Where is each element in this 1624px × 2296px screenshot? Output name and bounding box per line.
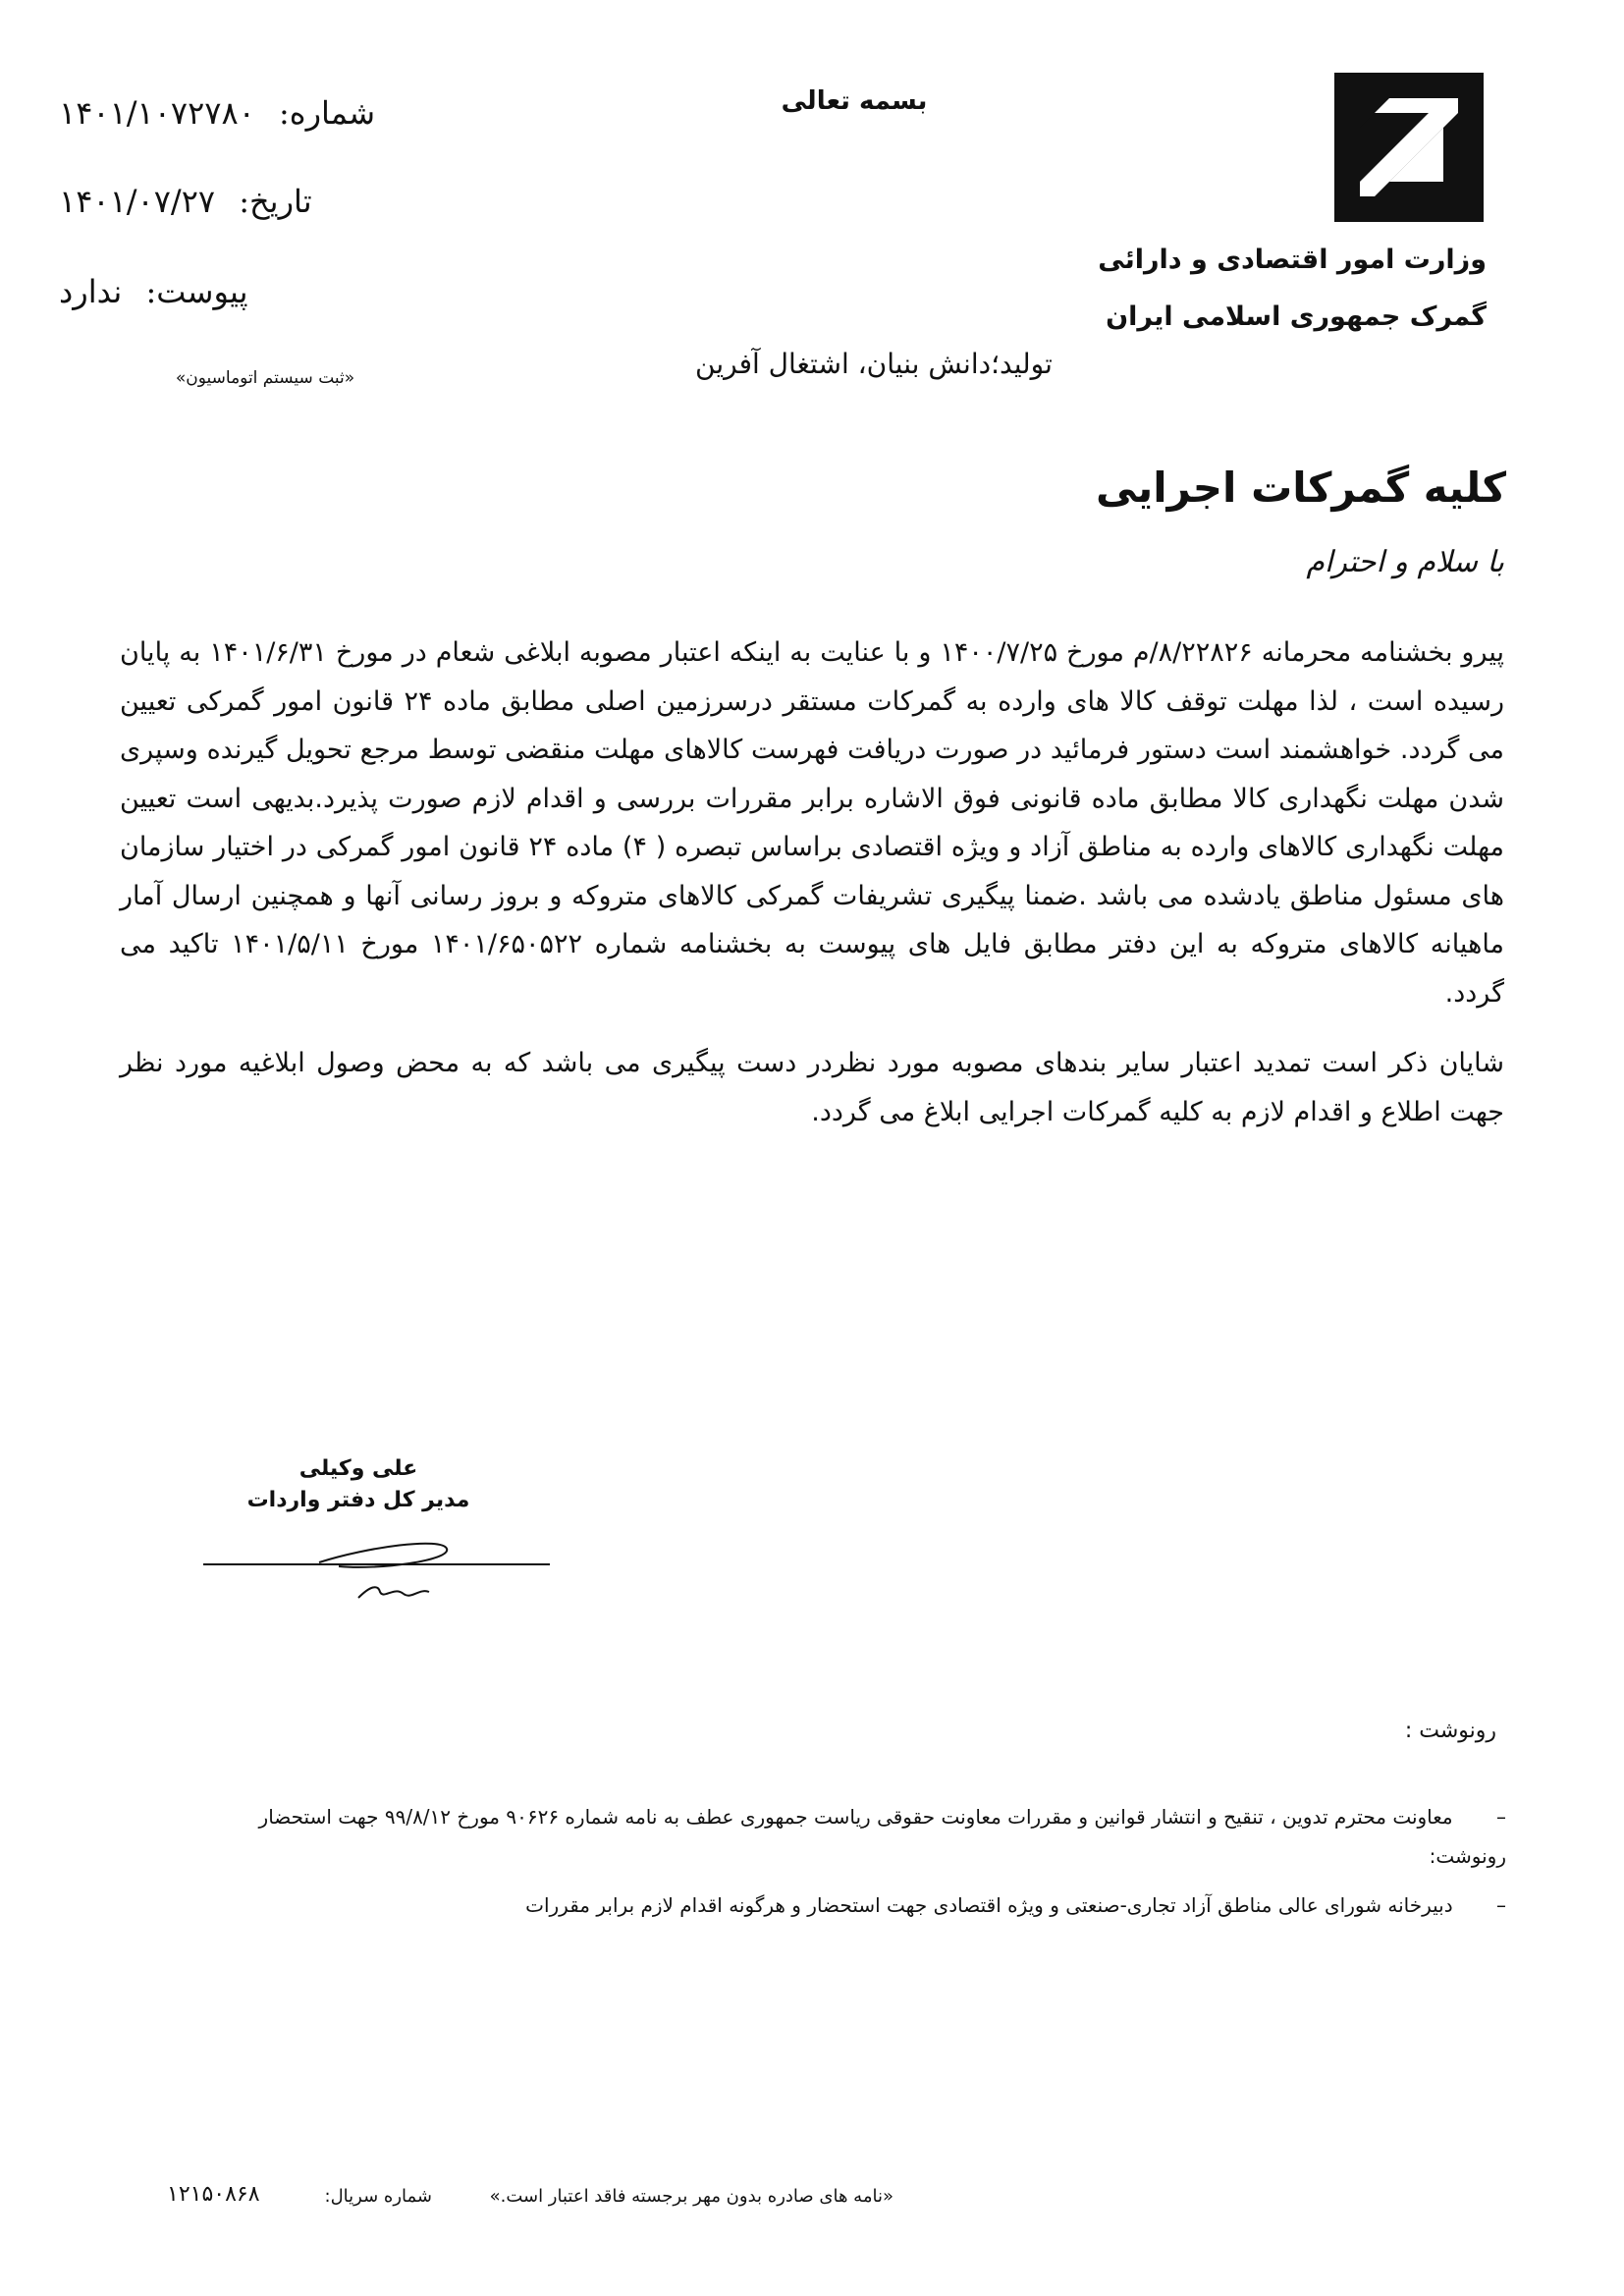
- letter-date-value: ۱۴۰۱/۰۷/۲۷: [59, 183, 216, 220]
- cc-item-1-tail: رونوشت:: [1429, 1844, 1506, 1868]
- cc-item-1: [132, 1797, 1506, 1876]
- signer-name: علی وکیلی: [298, 1456, 418, 1481]
- cc-title: رونوشت :: [1404, 1719, 1496, 1743]
- bismillah-heading: بسمه تعالی: [781, 86, 928, 116]
- footer-serial-label: شماره سریال:: [324, 2186, 432, 2207]
- body-paragraph-2: شایان ذکر است تمدید اعتبار سایر بندهای مصوبه مورد نظردر دست پیگیری می باشد که به محض وصول ابلاغیه مورد نظر جهت اطلاع و اقدام لازم به کلیه گمرکات اجرایی ابلاغ می گردد.: [120, 1048, 1504, 1127]
- letter-attachment-label: پیوست:: [145, 273, 248, 310]
- footer-validity-note: «نامه های صادره بدون مهر برجسته فاقد اعتبار است.»: [489, 2186, 893, 2207]
- letter-attachment-value: ندارد: [59, 273, 123, 310]
- cc-item-2: [132, 1886, 1506, 1925]
- cc-bullet-2: –: [1496, 1893, 1506, 1917]
- letter-date: [59, 183, 412, 220]
- letter-attachment: [59, 273, 412, 310]
- automation-note: «ثبت سیستم اتوماسیون»: [175, 368, 355, 388]
- letter-body: [120, 629, 1504, 1136]
- letter-date-label: تاریخ:: [239, 183, 312, 220]
- organization-name: گمرک جمهوری اسلامی ایران: [1106, 301, 1487, 332]
- organization-heading: [1074, 232, 1487, 346]
- signer-title: مدیر کل دفتر واردات: [246, 1488, 470, 1512]
- signature-stroke: [201, 1527, 555, 1606]
- signer-block: [236, 1453, 481, 1516]
- customs-logo-icon: [1330, 69, 1488, 226]
- footer-serial-value: ۱۲۱۵۰۸۶۸: [167, 2182, 260, 2207]
- slogan: تولید؛دانش بنیان، اشتغال آفرین: [695, 348, 1053, 380]
- letter-number-label: شماره:: [279, 94, 376, 132]
- letter-number: [59, 94, 412, 132]
- handwritten-greeting: با سلام و احترام: [1306, 545, 1504, 579]
- ministry-name: وزارت امور اقتصادی و دارائی: [1098, 245, 1487, 275]
- letter-number-value: ۱۴۰۱/۱۰۷۲۷۸۰: [59, 94, 255, 132]
- cc-bullet-1: –: [1496, 1805, 1506, 1829]
- recipient-heading: کلیه گمرکات اجرایی: [1096, 464, 1506, 512]
- body-paragraph-1: پیرو بخشنامه محرمانه ۸/۲۲۸۲۶/م مورخ ۱۴۰۰/۷/۲۵ و با عنایت به اینکه اعتبار مصوبه ابلاغی شعام در مورخ ۱۴۰۱/۶/۳۱ به پایان رسیده است ، لذا مهلت توقف کالا های وارده به گمرکات مستقر درسرزمین اصلی مطابق ماده ۲۴ قانون امور گمرکی تعیین می گردد. خواهشمند است دستور فرمائید در صورت دریافت فهرست کالاهای مهلت منقضی توسط مرجع تحویل گیرنده وسپری شدن مهلت نگهداری کالا مطابق ماده قانونی فوق الاشاره برابر مقررات بررسی و اقدام لازم صورت پذیرد.بدیهی است تعیین مهلت نگهداری کالاهای وارده به مناطق آزاد و ویژه اقتصادی براساس تبصره ( ۴) ماده ۲۴ قانون امور گمرکی در اختیار سازمان های مسئول مناطق یادشده می باشد .ضمنا پیگیری تشریفات گمرکی کالاهای متروکه و بروز رسانی آنها و همچنین ارسال آمار ماهیانه کالاهای متروکه به این دفتر مطابق فایل های پیوست به بخشنامه شماره ۱۴۰۱/۶۵۰۵۲۲ مورخ ۱۴۰۱/۵/۱۱ تاکید می گردد.: [120, 637, 1505, 1009]
- cc-item-1-text: معاونت محترم تدوین ، تنقیح و انتشار قوانین و مقررات معاونت حقوقی ریاست جمهوری عطف به نامه شماره ۹۰۶۲۶ مورخ ۹۹/۸/۱۲ جهت استحضار: [258, 1805, 1453, 1829]
- cc-item-2-text: دبیرخانه شورای عالی مناطق آزاد تجاری-صنعتی و ویژه اقتصادی جهت استحضار و هرگونه اقدام لازم برابر مقررات: [525, 1893, 1453, 1917]
